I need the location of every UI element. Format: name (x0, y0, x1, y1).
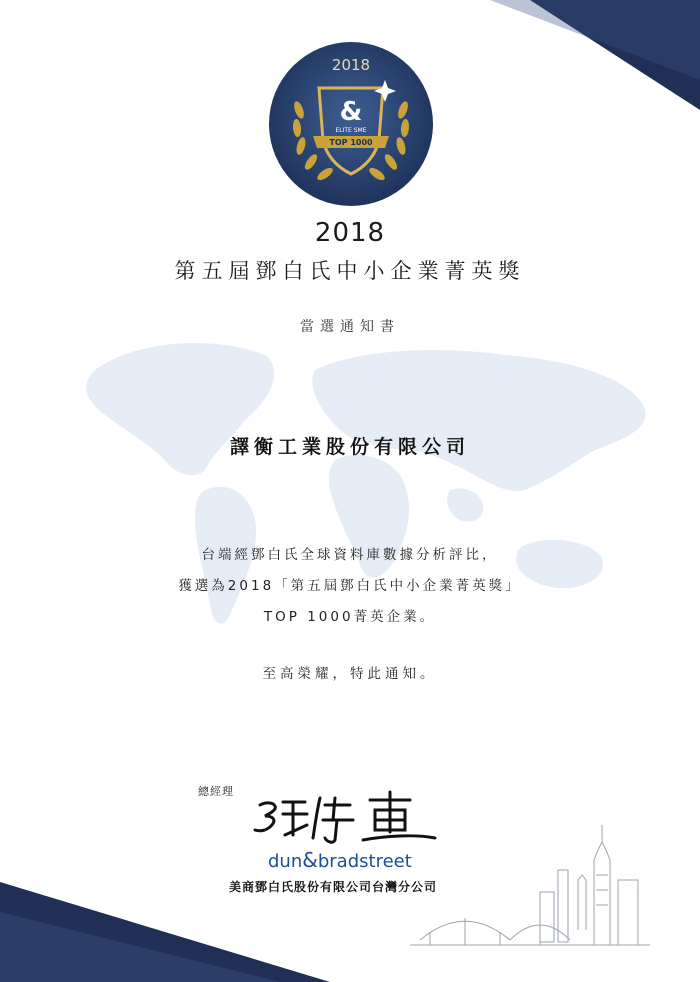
badge-year: 2018 (331, 56, 371, 74)
company-name: 譯衡工業股份有限公司 (229, 436, 470, 458)
general-manager-label: 總經理 (198, 785, 234, 798)
honor-line: 至高榮耀，特此通知。 (262, 666, 438, 682)
city-skyline-illustration (410, 820, 650, 955)
notice-title: 當選通知書 (300, 319, 400, 335)
elite-sme-badge (267, 40, 435, 208)
badge-caption: ELITE SME (335, 127, 367, 134)
body-line-1: 台端經鄧白氏全球資料庫數據分析評比， (201, 547, 499, 563)
corner-decoration-top-right (470, 0, 700, 110)
brand-right: bradstreet (317, 851, 412, 872)
badge-logo-symbol: & (339, 97, 363, 127)
dun-bradstreet-logo (268, 848, 412, 872)
brand-amp: & (302, 848, 318, 872)
branch-name: 美商鄧白氏股份有限公司台灣分公司 (229, 880, 438, 894)
body-line-2: 獲選為2018「第五屆鄧白氏中小企業菁英獎」 (178, 578, 522, 594)
body-line-3: TOP 1000菁英企業。 (263, 609, 437, 625)
badge-ribbon: TOP 1000 (329, 138, 373, 147)
brand-left: dun (268, 851, 303, 872)
certificate-year: 2018 (314, 218, 386, 248)
award-title: 第五屆鄧白氏中小企業菁英獎 (174, 259, 526, 283)
